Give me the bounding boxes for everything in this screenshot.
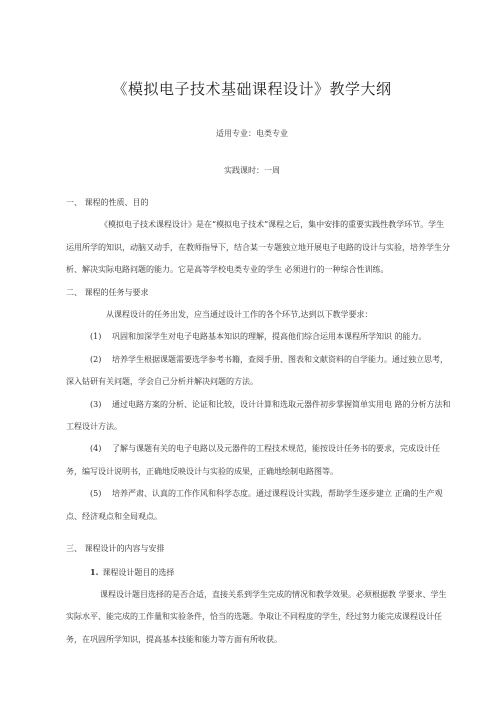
- section-3-paragraph: 课程设计题目选择的是否合适，直接关系到学生完成的情况和教学效果。必须根据教 学要求、学生实际水平、能完成的工作量和实验条件，恰当的选题。争取让不同程度的学生，经过努力能完成课程设计任务，在巩固所学知识，提高基本技能和能力等方面有所收获。: [66, 589, 447, 644]
- section-gap: [66, 528, 452, 538]
- subsection-number: 1.: [90, 566, 99, 577]
- subsection-heading: [66, 561, 452, 584]
- requirement-number: (4): [90, 444, 102, 454]
- requirement-item: [66, 438, 452, 483]
- applicable-major: 适用专业：电类专业: [216, 129, 288, 138]
- page-title: 《模拟电子技术基础课程设计》教学大纲: [112, 80, 392, 98]
- section-heading-2: 二、 课程的任务与要求: [66, 287, 149, 297]
- section-2-intro: 从课程设计的任务出发，应当通过设计工作的各个环节,达到以下教学要求：: [106, 310, 373, 320]
- section-heading-1: 一、 课程的性质、目的: [66, 198, 149, 207]
- requirement-text: 培养严肃、认真的工作作风和科学态度。通过课程设计实践，帮助学生逐步建立 正确的生产观点、经济观点和全局观点。: [66, 489, 443, 521]
- requirement-number: (5): [90, 489, 102, 499]
- section-1-paragraph: 《模拟电子技术课程设计》是在“模拟电子技术”课程之后，集中安排的重要实践性教学环节。学生运用所学的知识，动脑又动手，在教师指导下，结合某一专题独立地开展电子电路的设计与实验，培养学生分析、解决实际电路问题的能力。它是高等学校电类专业的学生 必须进行的一种综合性训练。: [66, 220, 450, 275]
- requirement-item: [66, 349, 452, 394]
- requirement-text: 了解与课题有关的电子电路以及元器件的工程技术规范，能按设计任务书的要求，完成设计任务，编写设计说明书，正确地反映设计与实验的成果，正确地绘制电路图等。: [66, 444, 440, 476]
- requirement-text: 培养学生根据课题需要选学参考书籍，查阅手册、图表和文献资料的自学能力。通过独立思考，深入钻研有关问题，学会自己分析并解决问题的方法。: [66, 354, 448, 387]
- document-body: [66, 192, 452, 651]
- requirement-text: 巩固和加深学生对电子电路基本知识的理解，提高他们综合运用本课程所学知识 的能力。: [112, 332, 427, 342]
- practice-hours: 实践课时：一周: [224, 166, 280, 175]
- subsection-title: 课程设计题目的选择: [102, 567, 175, 577]
- requirement-item: [66, 483, 452, 528]
- requirement-item: [66, 394, 452, 439]
- requirement-number: (2): [90, 354, 102, 364]
- requirement-text: 通过电路方案的分析、论证和比较，设计计算和选取元器件初步掌握简单实用电 路的分析方法和工程设计方法。: [66, 399, 451, 432]
- requirement-number: (3): [90, 399, 102, 409]
- requirement-item: [66, 326, 452, 348]
- section-heading-3: 三、 课程设计的内容与安排: [66, 544, 165, 554]
- requirement-number: (1): [90, 332, 102, 342]
